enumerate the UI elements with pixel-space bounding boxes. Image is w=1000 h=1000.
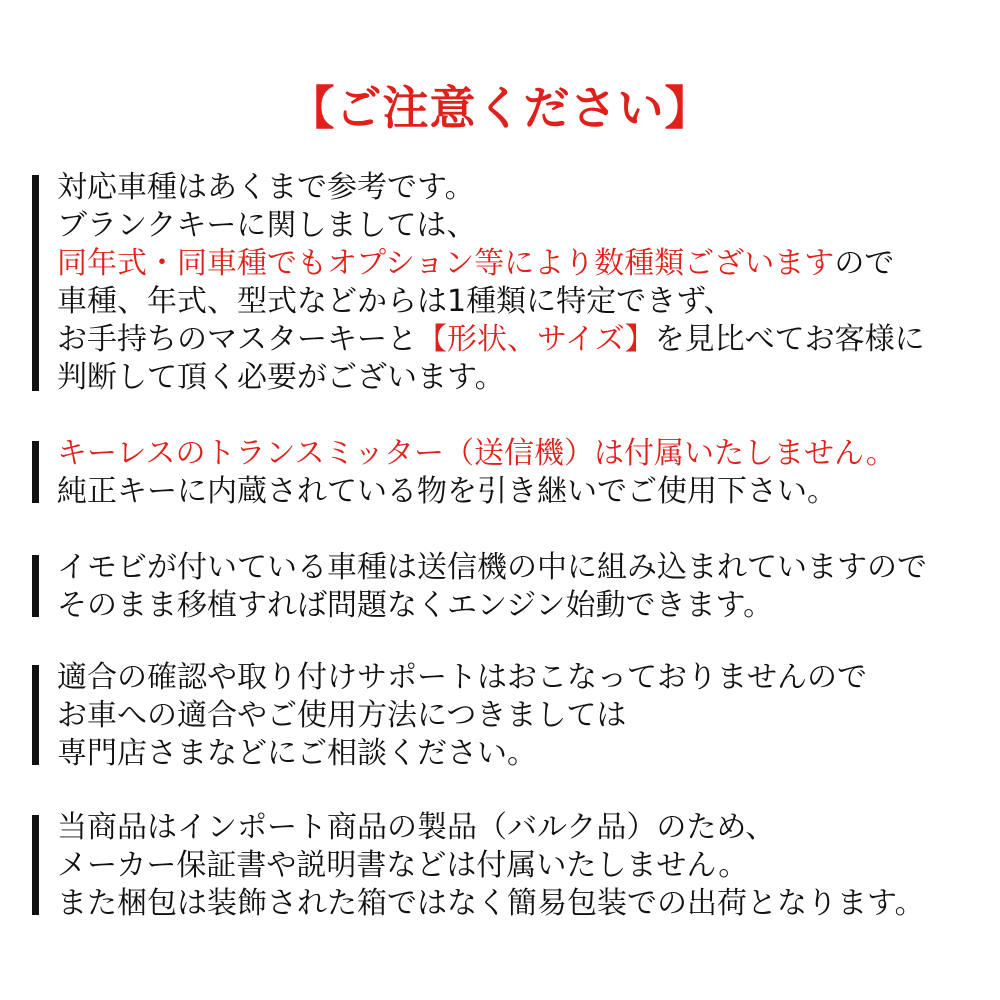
section-bar: [32, 815, 39, 915]
page-title: 【ご注意ください】: [288, 81, 712, 135]
notice-line: [57, 245, 987, 283]
section-bar: [32, 555, 39, 617]
notice-line: 車種、年式、型式などからは1種類に特定できず、: [57, 284, 734, 319]
highlight-text: 同年式・同車種でもオプション等により数種類ございます: [57, 246, 835, 281]
section-bar: [32, 441, 39, 503]
notice-line: メーカー保証書や説明書などは付属いたしません。: [57, 848, 749, 883]
notice-line: ブランクキーに関しましては、: [57, 208, 477, 243]
notice-line: 対応車種はあくまで参考です。: [57, 170, 475, 205]
notice-line: 判断して頂く必要がございます。: [57, 360, 505, 395]
notice-line: また梱包は装飾された箱ではなく簡易包装での出荷となります。: [57, 886, 925, 921]
notice-line: イモビが付いている車種は送信機の中に組み込まれていますので: [57, 550, 927, 585]
section-bar: [32, 175, 39, 391]
notice-line: 専門店さまなどにご相談ください。: [57, 736, 537, 771]
notice-text: ので: [834, 246, 895, 281]
section-bar: [32, 665, 39, 765]
notice-line: 当商品はインポート商品の製品（バルク品）のため、: [57, 810, 776, 845]
notice-line: 適合の確認や取り付けサポートはおこなっておりませんので: [57, 660, 867, 695]
notice-text: を見比べてお客様に: [654, 322, 925, 357]
notice-line-highlight: キーレスのトランスミッター（送信機）は付属いたしません。: [57, 436, 896, 471]
notice-line: そのまま移植すれば問題なくエンジン始動できます。: [57, 588, 774, 623]
notice-line: [57, 321, 987, 359]
notice-line: 純正キーに内蔵されている物を引き継いでご使用下さい。: [57, 474, 837, 509]
notice-line: お車への適合やご使用方法につきましては: [57, 698, 627, 733]
notice-text: お手持ちのマスターキーと: [57, 322, 417, 357]
highlight-text: 【形状、サイズ】: [417, 322, 655, 357]
